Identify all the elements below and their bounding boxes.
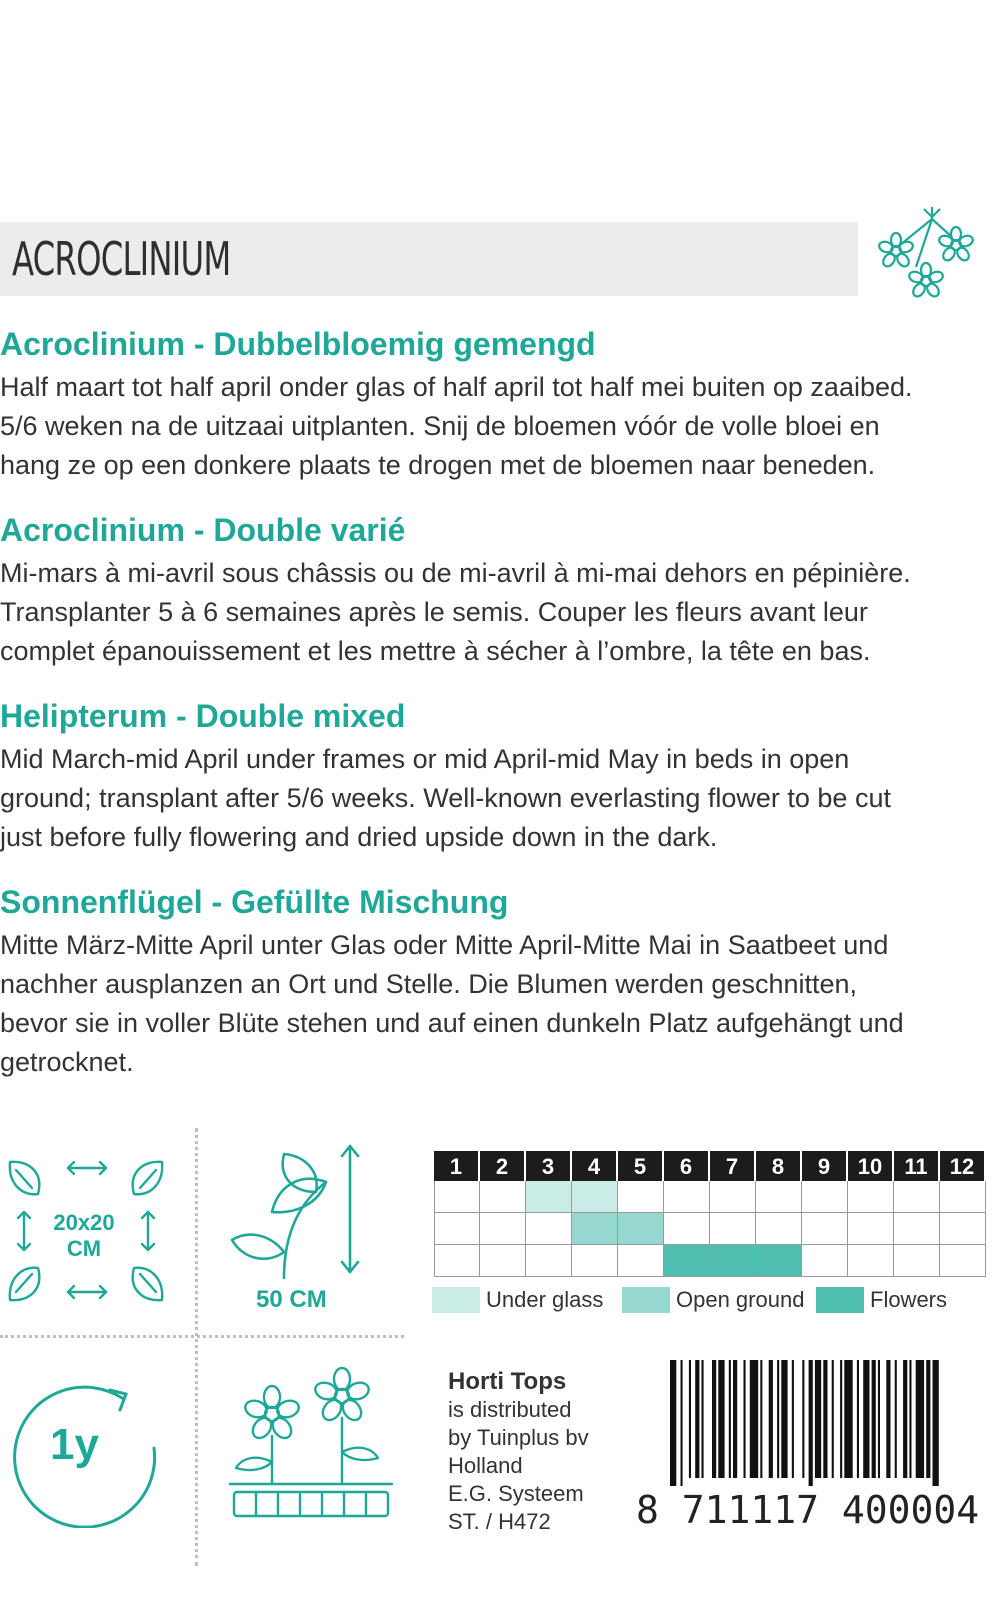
calendar-month-header [434, 1151, 986, 1181]
calendar-cell [756, 1181, 802, 1213]
calendar-cell [710, 1181, 756, 1213]
month-12: 12 [940, 1151, 986, 1181]
sowing-calendar [434, 1151, 986, 1277]
barcode-bar [750, 1360, 758, 1478]
calendar-cell [572, 1245, 618, 1277]
body-line: Half maart tot half april onder glas of half april tot half mei buiten op zaaibed. [0, 372, 913, 402]
distributor-line: Holland [448, 1453, 523, 1478]
legend-swatch [816, 1287, 864, 1313]
body-line: hang ze op een donkere plaats te drogen met de bloemen naar beneden. [0, 450, 876, 480]
calendar-cell [802, 1245, 848, 1277]
lifecycle-label: 1y [50, 1420, 99, 1469]
calendar-cell [572, 1213, 618, 1245]
vertical-divider [195, 1128, 198, 1566]
spacing-unit-label: CM [66, 1236, 102, 1261]
calendar-cell [480, 1181, 526, 1213]
calendar-row-flowers [434, 1245, 986, 1277]
month-7: 7 [710, 1151, 756, 1181]
barcode-bar [886, 1360, 890, 1478]
body-line: Mid March-mid April under frames or mid April-mid May in beds in open [0, 744, 850, 774]
barcode-bar [872, 1360, 876, 1478]
height-label: 50 CM [256, 1286, 327, 1313]
barcode-bar [702, 1360, 704, 1478]
barcode-bar [926, 1360, 930, 1478]
calendar-cell [894, 1213, 940, 1245]
calendar-cell [756, 1213, 802, 1245]
calendar-cell [894, 1245, 940, 1277]
month-8: 8 [756, 1151, 802, 1181]
calendar-cell [618, 1181, 664, 1213]
month-9: 9 [802, 1151, 848, 1181]
body-line: complet épanouissement et les mettre à sécher à l’ombre, la tête en bas. [0, 636, 871, 666]
month-5: 5 [618, 1151, 664, 1181]
barcode-bar [909, 1360, 911, 1478]
month-11: 11 [894, 1151, 940, 1181]
calendar-cell [710, 1213, 756, 1245]
calendar-cell [848, 1245, 894, 1277]
calendar-cell [434, 1245, 480, 1277]
barcode-bar [781, 1360, 787, 1478]
seedling-tray-icon [226, 1362, 396, 1522]
calendar-row-open-ground [434, 1213, 986, 1245]
distributor-line: E.G. Systeem [448, 1481, 584, 1506]
legend-label: Open ground [676, 1287, 805, 1312]
hanging-flowers-icon [872, 205, 984, 313]
barcode-bar [769, 1360, 773, 1478]
plant-height-icon [230, 1142, 380, 1282]
calendar-cell [802, 1181, 848, 1213]
calendar-cell [802, 1213, 848, 1245]
calendar-cell [618, 1213, 664, 1245]
barcode-bar [777, 1360, 779, 1478]
barcode-number: 8 711117 400004 [636, 1488, 980, 1532]
horizontal-divider [0, 1335, 404, 1338]
calendar-cell [940, 1213, 986, 1245]
body-line: Mitte März-Mitte April unter Glas oder Mitte April-Mitte Mai in Saatbeet und [0, 930, 889, 960]
barcode-bar [760, 1360, 762, 1478]
distributor-line: by Tuinplus bv [448, 1425, 589, 1450]
calendar-cell [480, 1213, 526, 1245]
section-title-dutch: Acroclinium - Dubbelbloemig gemengd [0, 326, 596, 362]
calendar-cell [848, 1213, 894, 1245]
barcode-bar [916, 1360, 924, 1478]
month-6: 6 [664, 1151, 710, 1181]
month-10: 10 [848, 1151, 894, 1181]
calendar-cell [526, 1213, 572, 1245]
brand-name: Horti Tops [448, 1368, 567, 1395]
calendar-cell [434, 1213, 480, 1245]
barcode-bar [718, 1360, 724, 1478]
barcode-bar [844, 1360, 852, 1478]
barcode-bar [695, 1360, 699, 1478]
barcode-bar [863, 1360, 869, 1478]
body-line: just before fully flowering and dried upside down in the dark. [0, 822, 718, 852]
body-line: Transplanter 5 à 6 semaines après le semis. Couper les fleurs avant leur [0, 597, 868, 627]
calendar-cell [756, 1245, 802, 1277]
spacing-label: 20x20 [53, 1210, 115, 1235]
calendar-grid [434, 1181, 986, 1277]
barcode-bar [809, 1360, 813, 1486]
barcode [670, 1360, 994, 1486]
month-3: 3 [526, 1151, 572, 1181]
section-body-dutch [0, 368, 994, 485]
calendar-cell [480, 1245, 526, 1277]
calendar-cell [940, 1181, 986, 1213]
barcode-bar [681, 1360, 683, 1486]
barcode-bar [857, 1360, 859, 1478]
barcode-bar [815, 1360, 821, 1478]
body-line: Mi-mars à mi-avril sous châssis ou de mi-avril à mi-mai dehors en pépinière. [0, 558, 911, 588]
section-title-english: Helipterum - Double mixed [0, 698, 406, 734]
body-line: bevor sie in voller Blüte stehen und auf einen dunkeln Platz aufgehängt und [0, 1008, 904, 1038]
section-body-french [0, 554, 994, 671]
month-1: 1 [434, 1151, 480, 1181]
barcode-bar [733, 1360, 737, 1478]
barcode-bar [823, 1360, 827, 1478]
section-title-french: Acroclinium - Double varié [0, 512, 406, 548]
distributor-line: ST. / H472 [448, 1509, 551, 1534]
barcode-bar [689, 1360, 691, 1478]
legend-swatch [622, 1287, 670, 1313]
barcode-bar [903, 1360, 907, 1478]
barcode-bar [670, 1360, 676, 1486]
calendar-row-under-glass [434, 1181, 986, 1213]
legend-swatch [432, 1287, 480, 1313]
body-line: nachher ausplanzen an Ort und Stelle. Die Blumen werden geschnitten, [0, 969, 858, 999]
legend-label: Under glass [486, 1287, 604, 1312]
calendar-cell [572, 1181, 618, 1213]
month-4: 4 [572, 1151, 618, 1181]
calendar-cell [940, 1245, 986, 1277]
section-body-german [0, 926, 994, 1082]
calendar-cell [526, 1181, 572, 1213]
barcode-bar [729, 1360, 731, 1478]
calendar-cell [618, 1245, 664, 1277]
calendar-cell [894, 1181, 940, 1213]
barcode-bar [712, 1360, 716, 1478]
body-line: ground; transplant after 5/6 weeks. Well-known everlasting flower to be cut [0, 783, 891, 813]
calendar-cell [664, 1245, 710, 1277]
calendar-cell [664, 1181, 710, 1213]
section-body-english [0, 740, 994, 857]
distributor-line: is distributed [448, 1397, 572, 1422]
barcode-bar [792, 1360, 794, 1478]
page-title: ACROCLINIUM [12, 232, 231, 286]
body-line: 5/6 weken na de uitzaai uitplanten. Snij de bloemen vóór de volle bloei en [0, 411, 880, 441]
barcode-bar [832, 1360, 834, 1478]
calendar-cell [526, 1245, 572, 1277]
distributor-info [448, 1368, 589, 1536]
barcode-bar [802, 1360, 804, 1478]
calendar-cell [664, 1213, 710, 1245]
barcode-bar [878, 1360, 880, 1478]
barcode-bar [744, 1360, 746, 1478]
calendar-cell [434, 1181, 480, 1213]
calendar-cell [848, 1181, 894, 1213]
month-2: 2 [480, 1151, 526, 1181]
section-title-german: Sonnenflügel - Gefüllte Mischung [0, 884, 509, 920]
calendar-cell [710, 1245, 756, 1277]
barcode-bar [895, 1360, 897, 1478]
legend-open-ground [622, 1287, 804, 1313]
barcode-bar [933, 1360, 939, 1486]
legend-flowers [816, 1287, 947, 1313]
legend-label: Flowers [870, 1287, 948, 1312]
body-line: getrocknet. [0, 1047, 134, 1077]
barcode-bar [840, 1360, 842, 1478]
legend-under-glass [432, 1287, 603, 1313]
